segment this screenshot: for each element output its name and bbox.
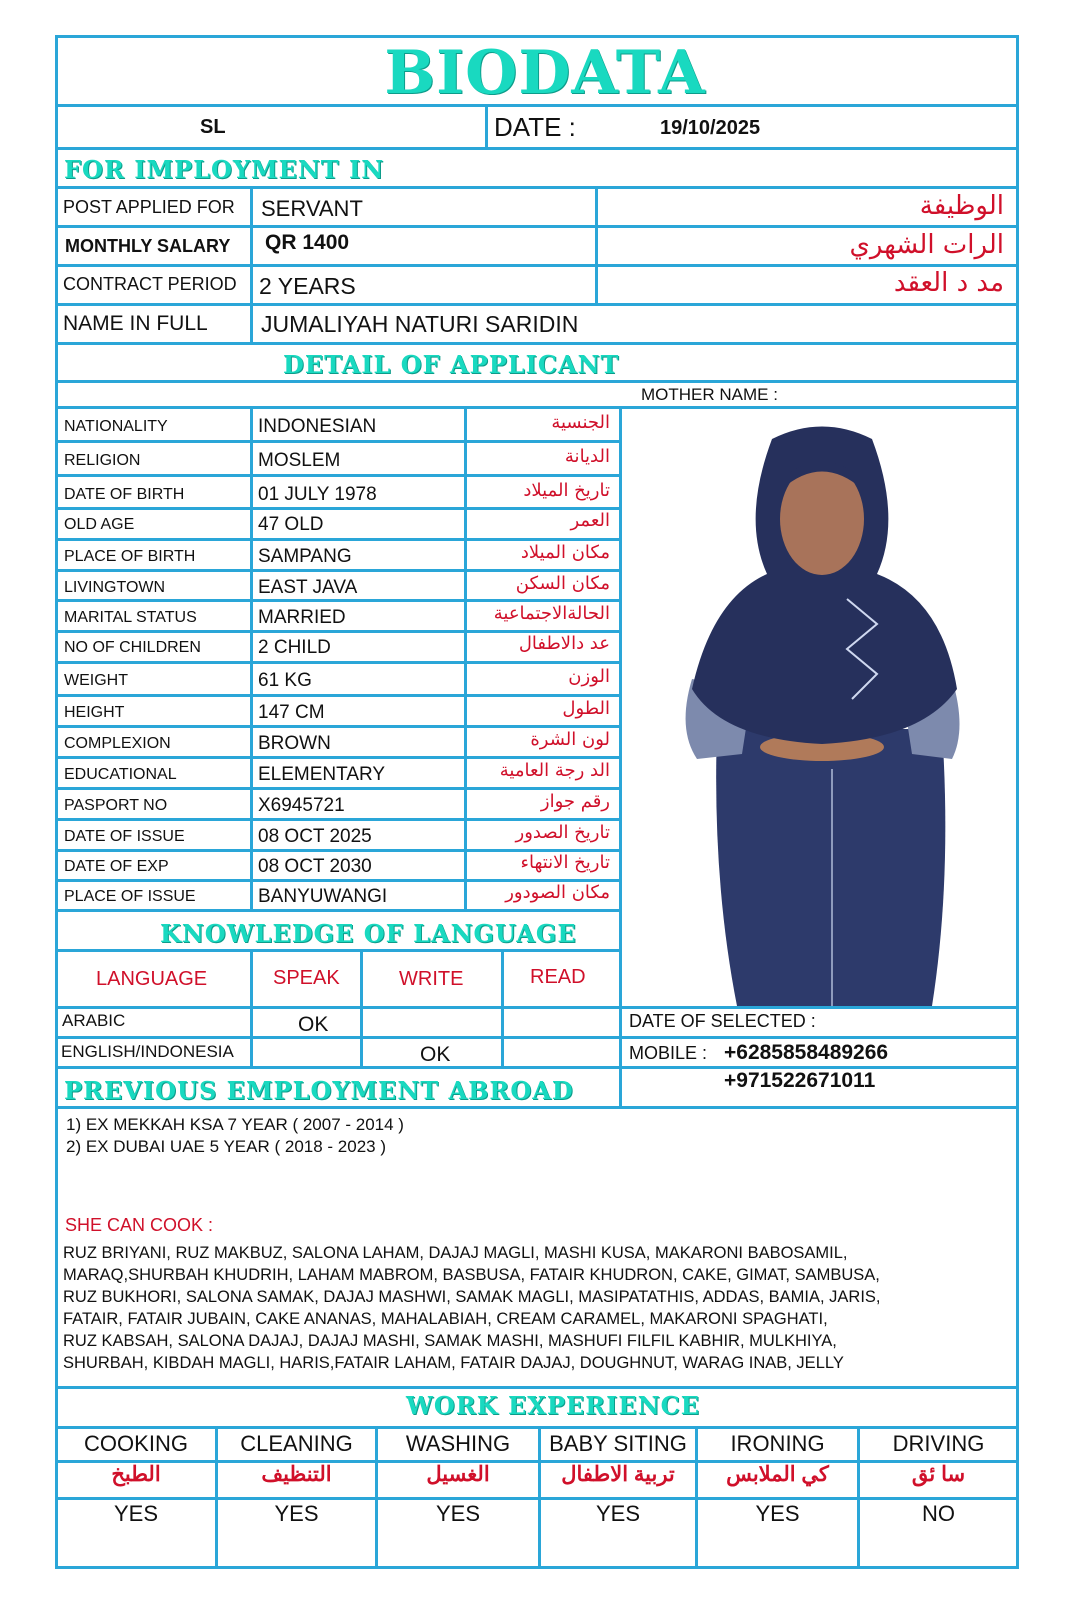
lang-col-speak: SPEAK (273, 967, 340, 989)
detail-label: MARITAL STATUS (64, 609, 197, 626)
work-label: IRONING (730, 1431, 825, 1456)
detail-arabic: تاريخ الصدور (515, 822, 610, 843)
post-label: POST APPLIED FOR (63, 197, 235, 217)
detail-label: PASPORT NO (64, 797, 168, 814)
cook-line-5: RUZ KABSAH, SALONA DAJAJ, DAJAJ MASHI, SAMAK MASHI, MASHUFI FILFIL KABHIR, MULKHIYA, (63, 1332, 837, 1350)
detail-value: 2 CHILD (258, 637, 331, 658)
detail-value: MOSLEM (258, 450, 341, 471)
work-label: WASHING (405, 1431, 511, 1456)
detail-label: RELIGION (64, 452, 141, 469)
detail-label: PLACE OF BIRTH (64, 548, 196, 565)
detail-label: PLACE OF ISSUE (64, 888, 196, 905)
detail-arabic: الجنسية (551, 412, 610, 433)
detail-value: 147 CM (258, 702, 325, 723)
cook-heading: SHE CAN COOK : (65, 1215, 214, 1235)
cook-line-6: SHURBAH, KIBDAH MAGLI, HARIS,FATAIR LAHAM, FATAIR DAJAJ, DOUGHNUT, WARAG INAB, JELLY (63, 1354, 844, 1372)
detail-arabic: العمر (570, 510, 610, 531)
detail-value: SAMPANG (258, 546, 352, 567)
detail-label: EDUCATIONAL (64, 766, 177, 783)
detail-label: COMPLEXION (64, 735, 171, 752)
detail-label: DATE OF BIRTH (64, 486, 185, 503)
lang-row-arabic: ARABIC (62, 1011, 126, 1030)
detail-label: NO OF CHILDREN (64, 639, 201, 656)
date-selected-label: DATE OF SELECTED : (629, 1011, 816, 1031)
lang-english-write: OK (420, 1043, 451, 1066)
lang-row-english: ENGLISH/INDONESIA (61, 1042, 234, 1061)
detail-arabic: مكان الصودور (505, 882, 610, 903)
detail-arabic: مكان الميلاد (520, 542, 610, 563)
person-illustration (622, 409, 1016, 1006)
work-arabic: سا ئق (911, 1463, 966, 1486)
name-value: JUMALIYAH NATURI SARIDIN (261, 311, 579, 337)
post-arabic: الوظيفة (919, 191, 1004, 221)
detail-arabic: لون الشرة (530, 729, 610, 750)
detail-label: NATIONALITY (64, 418, 168, 435)
cook-line-1: RUZ BRIYANI, RUZ MAKBUZ, SALONA LAHAM, DAJAJ MAGLI, MASHI KUSA, MAKARONI BABOSAMIL, (63, 1244, 848, 1262)
lang-col-language: LANGUAGE (96, 968, 208, 990)
previous-item-2: 2) EX DUBAI UAE 5 YEAR ( 2018 - 2023 ) (66, 1137, 386, 1156)
date-value: 19/10/2025 (660, 117, 761, 139)
detail-value: 08 OCT 2030 (258, 856, 372, 877)
work-value: YES (435, 1501, 481, 1526)
detail-label: DATE OF EXP (64, 858, 169, 875)
mobile-2: +971522671011 (724, 1069, 876, 1092)
detail-arabic: رقم جواز (540, 791, 610, 812)
work-value: YES (113, 1501, 159, 1526)
detail-arabic: الديانة (564, 446, 610, 467)
work-arabic: التنظيف (261, 1463, 332, 1486)
lang-col-write: WRITE (399, 968, 464, 990)
detail-value: 01 JULY 1978 (258, 484, 377, 505)
work-value: YES (274, 1501, 319, 1526)
work-label: DRIVING (892, 1431, 985, 1456)
lang-col-read: READ (530, 966, 586, 988)
detail-label: OLD AGE (64, 516, 135, 533)
detail-value: 61 KG (258, 670, 312, 691)
contract-arabic: مد د العقد (893, 268, 1004, 298)
detail-value: EAST JAVA (258, 577, 358, 598)
detail-arabic: تاريخ الانتهاء (520, 852, 610, 873)
work-label: CLEANING (240, 1431, 353, 1456)
detail-arabic: عد دالاطفال (518, 633, 610, 654)
detail-arabic: مكان السكن (515, 573, 610, 594)
detail-arabic: الطول (562, 698, 610, 719)
detail-arabic: تاريخ الميلاد (523, 480, 610, 501)
salary-arabic: الرات الشهري (849, 230, 1004, 260)
detail-value: BANYUWANGI (258, 886, 388, 907)
detail-arabic: الد رجة العامية (499, 760, 610, 781)
detail-arabic: الوزن (568, 666, 610, 687)
sl-label: SL (200, 116, 226, 138)
work-arabic: الغسيل (426, 1463, 490, 1486)
applicant-photo (622, 409, 1016, 1006)
employment-heading: FOR IMPLOYMENT IN (64, 155, 385, 184)
contract-label: CONTRACT PERIOD (63, 274, 237, 294)
work-label: COOKING (84, 1431, 188, 1456)
work-heading: WORK EXPERIENCE (405, 1391, 701, 1420)
work-arabic: كي الملابس (726, 1463, 829, 1486)
previous-item-1: 1) EX MEKKAH KSA 7 YEAR ( 2007 - 2014 ) (66, 1115, 404, 1134)
mobile-1: +6285858489266 (724, 1041, 889, 1064)
mobile-label: MOBILE : (629, 1043, 708, 1063)
post-value: SERVANT (261, 196, 363, 221)
detail-label: HEIGHT (64, 704, 125, 721)
cook-line-2: MARAQ,SHURBAH KHUDRIH, LAHAM MABROM, BASBUSA, FATAIR KHUDRON, CAKE, GIMAT, SAMBUSA, (63, 1266, 880, 1284)
detail-value: X6945721 (258, 795, 345, 816)
work-label: BABY SITING (549, 1431, 687, 1456)
detail-value: 47 OLD (258, 514, 324, 535)
previous-heading: PREVIOUS EMPLOYMENT ABROAD (64, 1076, 574, 1105)
work-value: YES (595, 1501, 641, 1526)
name-label: NAME IN FULL (63, 312, 208, 335)
date-label: DATE : (494, 112, 576, 142)
salary-value: QR 1400 (265, 231, 350, 254)
work-arabic: الطبخ (111, 1463, 161, 1486)
detail-value: 08 OCT 2025 (258, 826, 372, 847)
detail-label: WEIGHT (64, 672, 128, 689)
contract-value: 2 YEARS (259, 273, 356, 299)
work-value: NO (922, 1501, 955, 1526)
detail-value: INDONESIAN (258, 416, 377, 437)
salary-label: MONTHLY SALARY (65, 236, 231, 256)
cook-line-4: FATAIR, FATAIR JUBAIN, CAKE ANANAS, MAHALABIAH, CREAM CARAMEL, MAKARONI SPAGHATI, (63, 1310, 828, 1328)
applicant-heading: DETAIL OF APPLICANT (283, 350, 620, 379)
language-heading: KNOWLEDGE OF LANGUAGE (160, 919, 577, 948)
detail-label: DATE OF ISSUE (64, 828, 185, 845)
cook-line-3: RUZ BUKHORI, SALONA SAMAK, DAJAJ MASHWI, SAMAK MAGLI, MASIPATATHIS, ADDAS, BAMIA, JARIS, (63, 1288, 881, 1306)
mother-label: MOTHER NAME : (641, 385, 778, 404)
lang-arabic-speak: OK (298, 1013, 329, 1036)
detail-label: LIVINGTOWN (64, 579, 166, 596)
work-value: YES (755, 1501, 800, 1526)
detail-arabic: الحالةالاجتماعية (493, 603, 610, 624)
work-arabic: تربية الاطفال (561, 1463, 675, 1486)
detail-value: BROWN (258, 733, 331, 754)
detail-value: ELEMENTARY (258, 764, 386, 785)
detail-value: MARRIED (258, 607, 346, 628)
page-title: BIODATA (384, 38, 706, 108)
